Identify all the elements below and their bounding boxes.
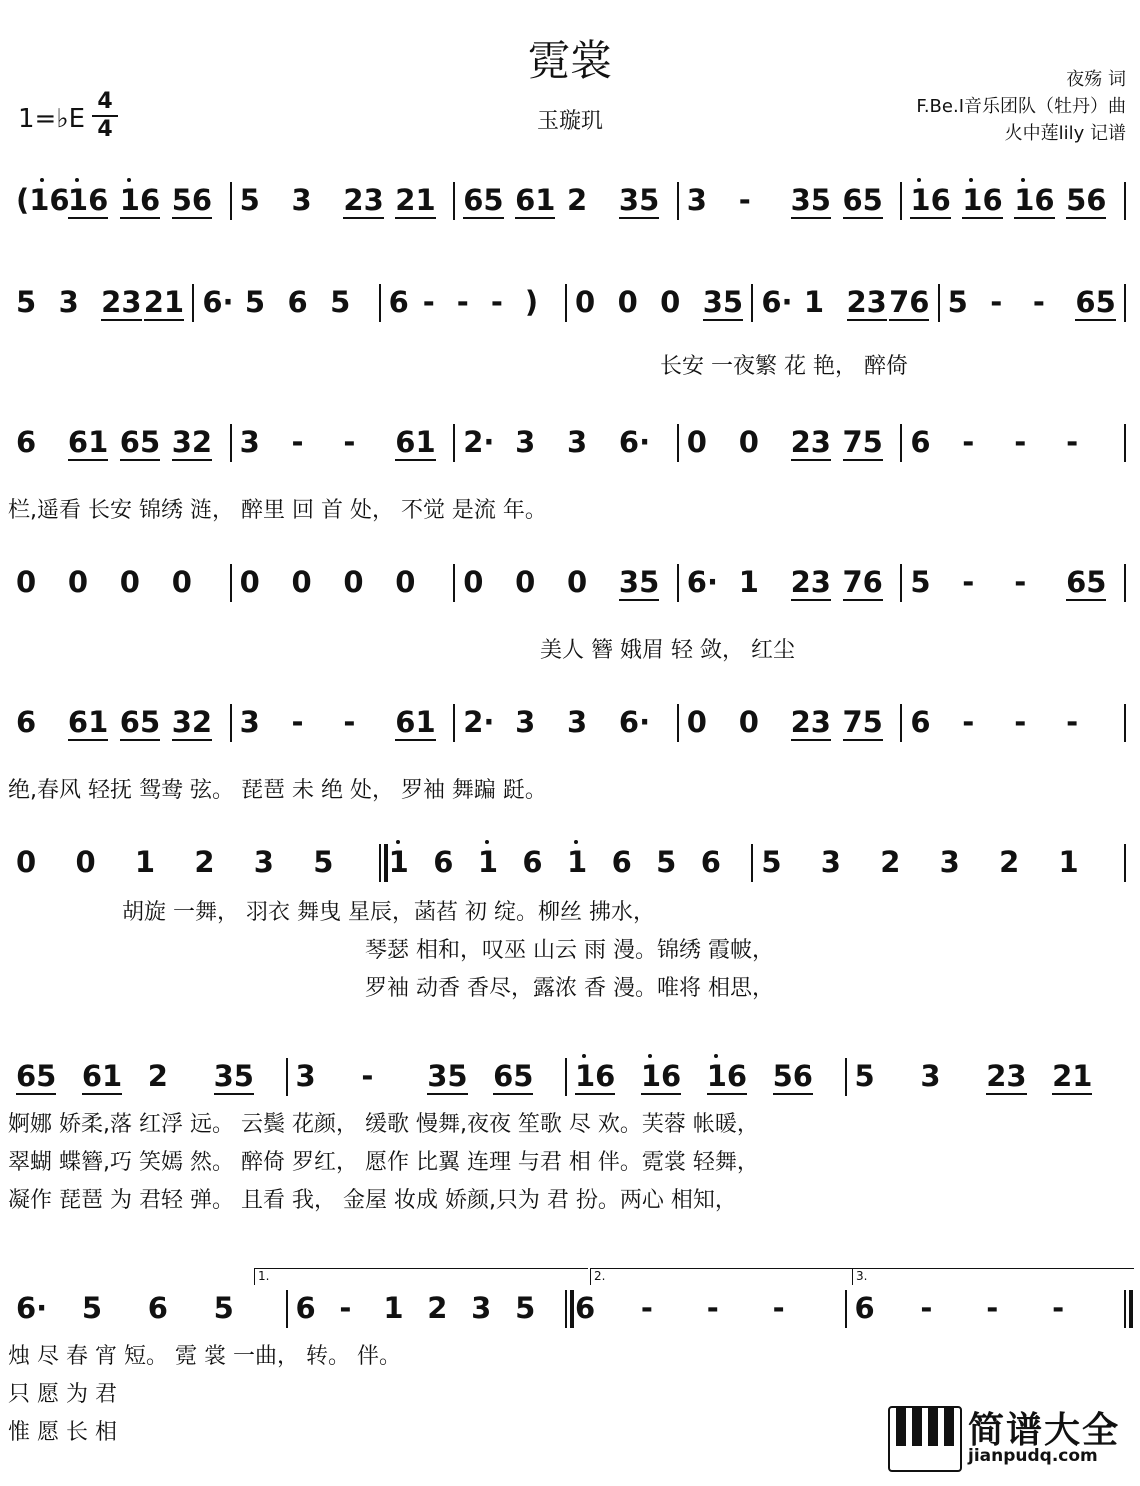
bar-line xyxy=(1124,182,1126,220)
note: 61 xyxy=(67,705,109,739)
lyricist: 夜殇 词 xyxy=(1066,69,1126,90)
note: 35 xyxy=(213,1059,254,1093)
volta-bracket: 3. xyxy=(852,1268,1134,1285)
meter-top: 4 xyxy=(97,89,113,114)
notation-line xyxy=(0,1056,1140,1116)
credits xyxy=(916,66,1126,147)
note: 6· xyxy=(618,705,651,739)
song-title: 霓裳 xyxy=(527,36,612,85)
note: 61 xyxy=(67,425,109,459)
note: (16 xyxy=(16,183,70,217)
note: 65 xyxy=(119,705,161,739)
note: 35 xyxy=(427,1059,468,1093)
note: 0 xyxy=(75,845,96,879)
note: - xyxy=(339,1291,352,1325)
note: 5 xyxy=(515,1291,536,1325)
bar-line xyxy=(379,844,381,882)
note: - xyxy=(343,425,356,459)
bar-line xyxy=(286,1290,288,1328)
bar-line xyxy=(192,284,194,322)
bar-line xyxy=(1124,284,1126,322)
lyric-line: 罗袖 动香 香尽，露浓 香 漫。唯将 相思， xyxy=(365,976,774,1001)
note: 0 xyxy=(16,565,37,599)
bar-line xyxy=(900,182,902,220)
note: 61 xyxy=(81,1059,123,1093)
note: 5 xyxy=(16,285,37,319)
note: - xyxy=(490,285,503,319)
note: ) xyxy=(524,285,539,319)
bar-line xyxy=(751,844,753,882)
note: 2 xyxy=(147,1059,168,1093)
note: 16 xyxy=(962,183,1003,217)
score-row xyxy=(0,422,1140,552)
note: - xyxy=(920,1291,933,1325)
lyric-line: 只 愿 为 君 xyxy=(8,1382,117,1407)
note: 16 xyxy=(640,1059,682,1093)
note: 0 xyxy=(67,565,89,599)
note: 5 xyxy=(910,565,931,599)
octave-dot xyxy=(75,178,79,182)
note: - xyxy=(738,183,751,217)
note: - xyxy=(640,1291,653,1325)
note: 2· xyxy=(463,425,495,459)
note: 32 xyxy=(171,705,213,739)
logo-url: jianpudq.com xyxy=(968,1446,1098,1466)
notation-line xyxy=(0,562,1140,622)
bar-line xyxy=(677,704,679,742)
note: 61 xyxy=(395,425,436,459)
note: 61 xyxy=(395,705,436,739)
note: 23 xyxy=(790,705,831,739)
note: 2 xyxy=(567,183,588,217)
note: 6· xyxy=(618,425,651,459)
transcriber: 火中莲lily 记谱 xyxy=(1004,123,1126,144)
note: 35 xyxy=(618,183,660,217)
bar-line xyxy=(677,182,679,220)
lyric-line: 胡旋 一舞， 羽衣 舞曳 星辰，菡萏 初 绽。柳丝 拂水， xyxy=(122,900,655,925)
note: 5 xyxy=(330,285,351,319)
notation-line xyxy=(0,282,1140,342)
note: 5 xyxy=(761,845,782,879)
note: 5 xyxy=(213,1291,234,1325)
note: 0 xyxy=(463,565,484,599)
note: 2 xyxy=(999,845,1020,879)
bar-line xyxy=(1124,564,1126,602)
score-row xyxy=(0,562,1140,692)
note: 1 xyxy=(738,565,759,599)
note: 0 xyxy=(617,285,638,319)
note: 3 xyxy=(253,845,274,879)
note: 35 xyxy=(702,285,744,319)
bar-line xyxy=(453,182,455,220)
note: 1 xyxy=(1058,845,1079,879)
bar-line xyxy=(900,704,902,742)
note: 35 xyxy=(618,565,660,599)
note: 5 xyxy=(244,285,266,319)
bar-line xyxy=(1124,844,1126,882)
note: 0 xyxy=(16,845,37,879)
note: 2· xyxy=(463,705,495,739)
score-row xyxy=(0,282,1140,412)
volta-bracket: 2. xyxy=(590,1268,854,1285)
bar-line xyxy=(1124,704,1126,742)
note: 6 xyxy=(433,845,454,879)
note: - xyxy=(1052,1291,1065,1325)
lyric-line: 琴瑟 相和，叹巫 山云 雨 漫。锦绣 霞帔， xyxy=(365,938,774,963)
note: 75 xyxy=(842,705,883,739)
note: 76 xyxy=(889,285,930,319)
note: 3 xyxy=(567,425,588,459)
note: - xyxy=(962,565,975,599)
note: 3 xyxy=(515,705,536,739)
score-row xyxy=(0,702,1140,832)
bar-line xyxy=(845,1058,847,1096)
note: 0 xyxy=(567,565,588,599)
octave-dot xyxy=(648,1054,652,1058)
note: 6 xyxy=(388,285,409,319)
note: 5 xyxy=(313,845,334,879)
note: 23 xyxy=(101,285,142,319)
note: 65 xyxy=(119,425,161,459)
note: 3 xyxy=(295,1059,316,1093)
note: 32 xyxy=(171,425,213,459)
note: 16 xyxy=(910,183,951,217)
note: 0 xyxy=(738,705,759,739)
note: 23 xyxy=(986,1059,1027,1093)
bar-line xyxy=(453,704,455,742)
note: 1 xyxy=(567,845,588,879)
note: 5 xyxy=(81,1291,103,1325)
octave-dot xyxy=(574,840,578,844)
note: 23 xyxy=(846,285,887,319)
bar-line xyxy=(230,704,232,742)
score-row xyxy=(0,842,1140,1001)
note: 16 xyxy=(575,1059,616,1093)
note: - xyxy=(343,705,356,739)
note: 3 xyxy=(820,845,841,879)
note: 6 xyxy=(295,1291,316,1325)
note: 0 xyxy=(575,285,596,319)
note: 16 xyxy=(1014,183,1055,217)
note: 3 xyxy=(291,183,312,217)
note: 6 xyxy=(910,425,931,459)
notation-line xyxy=(0,422,1140,482)
bar-line xyxy=(230,182,232,220)
note: 21 xyxy=(143,285,185,319)
bar-line xyxy=(230,424,232,462)
bar-line xyxy=(900,424,902,462)
notation-line xyxy=(0,1288,1140,1348)
note: 6 xyxy=(16,705,37,739)
note: - xyxy=(1066,705,1079,739)
note: - xyxy=(962,425,975,459)
lyric-line: 婀娜 娇柔,落 红浮 远。 云鬓 花颜， 缓歌 慢舞,夜夜 笙歌 尽 欢。芙蓉 帐暖， xyxy=(8,1112,759,1137)
octave-dot xyxy=(485,840,489,844)
bar-line xyxy=(1124,1290,1126,1328)
note: 0 xyxy=(686,425,707,459)
bar-line xyxy=(379,284,381,322)
octave-dot xyxy=(127,178,131,182)
note: 0 xyxy=(239,565,260,599)
note: - xyxy=(422,285,435,319)
note: 56 xyxy=(772,1059,813,1093)
bar-line xyxy=(453,564,455,602)
octave-dot xyxy=(40,178,44,182)
note: 6 xyxy=(700,845,721,879)
note: 6 xyxy=(910,705,931,739)
notation-line xyxy=(0,702,1140,762)
bar-line xyxy=(565,1058,567,1096)
bar-line xyxy=(751,284,753,322)
lyric-line: 美人 簪 娥眉 轻 敛， 红尘 xyxy=(540,638,795,663)
note: - xyxy=(990,285,1003,319)
bar-line xyxy=(384,844,388,882)
note: 65 xyxy=(1075,285,1116,319)
logo-brand: 简谱大全 xyxy=(968,1410,1121,1451)
note: 2 xyxy=(194,845,215,879)
note: 23 xyxy=(343,183,384,217)
notation-line xyxy=(0,842,1140,902)
lyric-line: 栏,遥看 长安 锦绣 涟， 醉里 回 首 处， 不觉 是流 年。 xyxy=(8,498,547,523)
note: 6· xyxy=(686,565,718,599)
note: 3 xyxy=(515,425,536,459)
note: 6· xyxy=(202,285,234,319)
note: 56 xyxy=(171,183,213,217)
note: - xyxy=(962,705,975,739)
bar-line xyxy=(900,564,902,602)
note: 65 xyxy=(463,183,504,217)
notation-line xyxy=(0,180,1140,240)
note: 6 xyxy=(287,285,308,319)
note: 0 xyxy=(343,565,364,599)
note: 0 xyxy=(171,565,192,599)
note: 6 xyxy=(575,1291,596,1325)
note: 0 xyxy=(515,565,536,599)
note: 3 xyxy=(686,183,707,217)
note: 3 xyxy=(471,1291,492,1325)
note: 6· xyxy=(16,1291,48,1325)
note: - xyxy=(1014,425,1027,459)
note: 6 xyxy=(16,425,37,459)
note: 1 xyxy=(388,845,409,879)
bar-line xyxy=(570,1290,574,1328)
note: 5 xyxy=(854,1059,875,1093)
note: - xyxy=(1014,565,1027,599)
note: 75 xyxy=(842,425,883,459)
site-logo xyxy=(888,1402,1128,1472)
note: 6· xyxy=(761,285,793,319)
note: - xyxy=(1066,425,1079,459)
note: 3 xyxy=(58,285,79,319)
note: 1 xyxy=(477,845,499,879)
note: 0 xyxy=(291,565,312,599)
note: 3 xyxy=(939,845,960,879)
note: 0 xyxy=(738,425,759,459)
note: 65 xyxy=(842,183,883,217)
note: 3 xyxy=(920,1059,941,1093)
note: - xyxy=(456,285,469,319)
note: 16 xyxy=(67,183,109,217)
note: 56 xyxy=(1066,183,1107,217)
note: - xyxy=(706,1291,719,1325)
note: 6 xyxy=(611,845,632,879)
octave-dot xyxy=(396,840,400,844)
bar-line xyxy=(565,1290,567,1328)
bar-line xyxy=(938,284,940,322)
bar-line xyxy=(677,564,679,602)
note: 76 xyxy=(842,565,883,599)
note: 21 xyxy=(1052,1059,1093,1093)
bar-line xyxy=(453,424,455,462)
note: 5 xyxy=(239,183,260,217)
bar-line xyxy=(286,1058,288,1096)
bar-line xyxy=(230,564,232,602)
note: - xyxy=(291,425,304,459)
note: 1 xyxy=(134,845,156,879)
note: 65 xyxy=(1066,565,1107,599)
note: 6 xyxy=(854,1291,875,1325)
note: 6 xyxy=(522,845,543,879)
composer: F.Be.I音乐团队（牡丹）曲 xyxy=(916,96,1126,117)
note: 23 xyxy=(790,565,831,599)
note: 1 xyxy=(803,285,825,319)
lyric-line: 长安 一夜繁 花 艳， 醉倚 xyxy=(660,354,908,379)
lyric-line: 烛 尽 春 宵 短。 霓 裳 一曲， 转。 伴。 xyxy=(8,1344,401,1369)
bar-line xyxy=(565,284,567,322)
note: - xyxy=(1014,705,1027,739)
singer: 玉璇玑 xyxy=(536,109,603,134)
note: 0 xyxy=(119,565,140,599)
note: 5 xyxy=(656,845,677,879)
note: 0 xyxy=(660,285,681,319)
volta-bracket: 1. xyxy=(254,1268,588,1285)
bar-line xyxy=(845,1290,847,1328)
note: 5 xyxy=(947,285,968,319)
note: 1 xyxy=(383,1291,404,1325)
note: 35 xyxy=(790,183,831,217)
bar-line xyxy=(1129,1290,1133,1328)
note: 2 xyxy=(880,845,901,879)
note: 3 xyxy=(239,425,260,459)
meter-bottom: 4 xyxy=(97,117,113,142)
bar-line xyxy=(677,424,679,462)
note: 16 xyxy=(706,1059,748,1093)
score-row xyxy=(0,1056,1140,1213)
octave-dot xyxy=(582,1054,586,1058)
note: 61 xyxy=(515,183,556,217)
bar-line xyxy=(1124,424,1126,462)
note: 23 xyxy=(790,425,831,459)
note: - xyxy=(1032,285,1045,319)
note: 0 xyxy=(686,705,707,739)
note: 0 xyxy=(395,565,416,599)
lyric-line: 惟 愿 长 相 xyxy=(8,1420,117,1445)
note: 6 xyxy=(147,1291,168,1325)
key-signature: 1=♭E xyxy=(18,104,86,134)
note: 3 xyxy=(567,705,588,739)
note: 16 xyxy=(119,183,161,217)
note: - xyxy=(361,1059,374,1093)
lyric-line: 翠蝴 蝶簪,巧 笑嫣 然。 醉倚 罗红， 愿作 比翼 连理 与君 相 伴。霓裳 轻舞， xyxy=(8,1150,759,1175)
piano-icon xyxy=(888,1406,962,1472)
note: 2 xyxy=(427,1291,448,1325)
note: - xyxy=(772,1291,785,1325)
note: 65 xyxy=(16,1059,57,1093)
note: - xyxy=(986,1291,999,1325)
octave-dot xyxy=(714,1054,718,1058)
note: 21 xyxy=(395,183,436,217)
note: 3 xyxy=(239,705,260,739)
note: - xyxy=(291,705,304,739)
lyric-line: 凝作 琵琶 为 君轻 弹。 且看 我， 金屋 妆成 娇颜,只为 君 扮。两心 相知， xyxy=(8,1188,737,1213)
lyric-line: 绝,春风 轻抚 鸳鸯 弦。 琵琶 未 绝 处， 罗袖 舞蹁 跹。 xyxy=(8,778,547,803)
note: 65 xyxy=(493,1059,534,1093)
